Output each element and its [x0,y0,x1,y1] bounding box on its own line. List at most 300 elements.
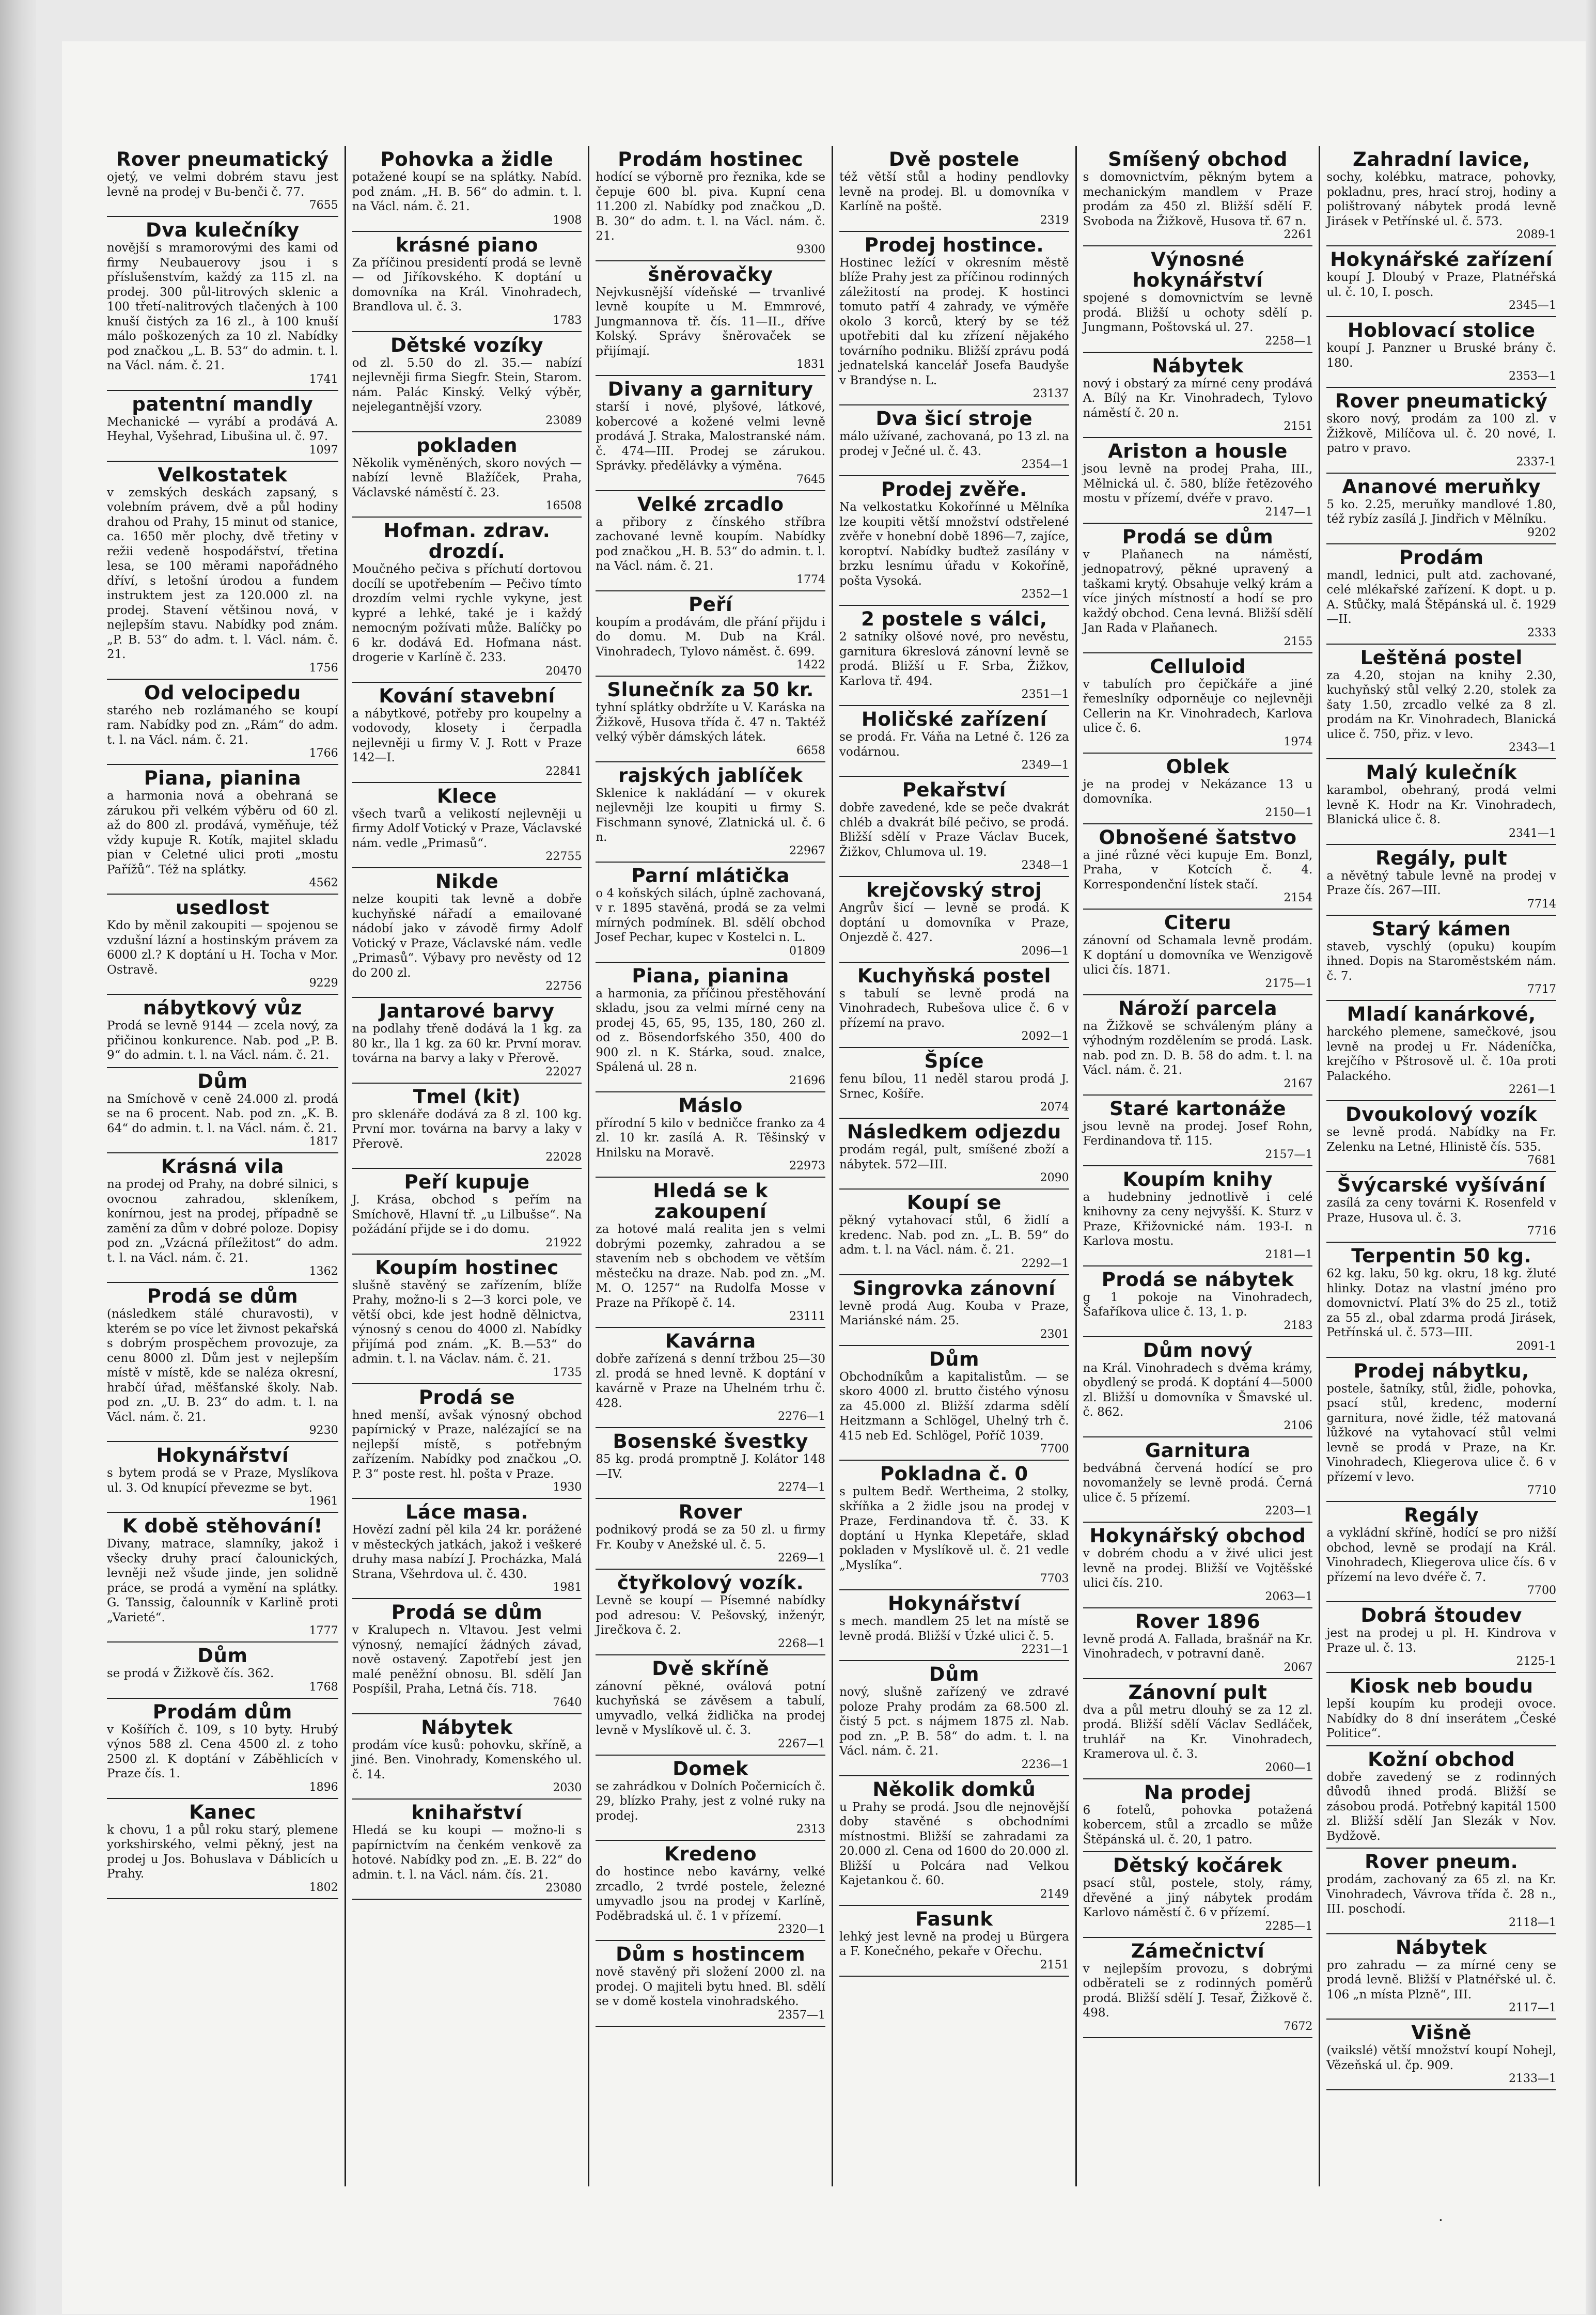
ad-text: též větší stůl a hodiny pendlovky levně na prodej. Bl. u domovníka v Karlíně na poště. [839,170,1069,213]
ad-heading: Dům [197,1070,248,1092]
ad-heading: Dům [929,1663,979,1685]
ad-heading: Jantarové barvy [379,1000,555,1022]
classified-ad [107,680,338,765]
classified-ad [596,591,825,677]
classified-ad [596,1328,825,1428]
ad-text: přírodní 5 kilo v bedničce franko za 4 zl. 10 kr. zasílá A. R. Těšinský v Hnilsku na Moravě. [596,1116,825,1160]
classified-ad [107,391,338,462]
ad-text: a něvětný tabule levně na prodej v Praze čís. 267—III. [1326,869,1556,897]
ad-text: pěkný vytahovací stůl, 6 židlí a kredenc. Nab. pod zn. „L. B. 59“ do adm. t. l. na Václ. nám. č. 21. [839,1214,1069,1257]
ad-number: 1777 [309,1624,338,1637]
ad-number: 23111 [789,1310,825,1323]
ad-number: 2348—1 [1021,859,1069,872]
classified-ad [352,1714,582,1800]
classified-ad [107,1513,338,1643]
ad-heading: Nároží parcela [1118,997,1278,1020]
ad-text: postele, šatníky, stůl, židle, pohovka, psací stůl, kredenc, moderní garnitura, nové židle, též matovaná lůžkové na vytahovací stůl velmi levně se prodá v Praze, na Kr. Vinohradech, Kliegerova ulice č. 6 v přízemí v levo. [1326,1382,1556,1484]
ad-text: lehký jest levně na prodej u Bürgera a F. Konečného, pekaře v Ořechu. [839,1930,1069,1958]
ad-text: potažené koupí se na splátky. Nabíd. pod znám. „H. B. 56“ do admin. t. l. na Václ. nám. č. 21. [352,170,582,213]
classified-ad [1326,317,1556,388]
ad-heading: usedlost [175,897,270,919]
ad-heading: Malý kulečník [1366,761,1517,784]
ad-heading: Regály, pult [1375,847,1508,869]
classified-ad [107,895,338,995]
classified-ad [1083,438,1313,524]
classified-ad [1326,544,1556,645]
classified-ad [107,1699,338,1799]
ad-text: koupím a prodávám, dle přání přijdu i do domu. M. Dub na Král. Vinohradech, Tylovo náměst. č. 699. [596,615,825,659]
ad-heading: Velkostatek [158,463,288,486]
ad-number: 2269—1 [777,1552,825,1565]
ad-number: 21922 [545,1236,582,1249]
ad-heading: Zahradní lavice, [1353,148,1530,170]
classified-ad [1326,1746,1556,1849]
ad-heading: Pekařství [902,779,1006,801]
ad-text: u Prahy se prodá. Jsou dle nejnovější doby stavěné s obchodními místnostmi. Bližší se zahradami za 20.000 zl. Cena od 1600 do 20.000 zl. Bližší u Polcára nad Velkou Kajetankou č. 60. [839,1800,1069,1887]
ad-number: 7714 [1527,897,1556,911]
ad-number: 23080 [545,1882,582,1895]
ad-number: 2151 [1040,1958,1069,1972]
classified-ad [839,1906,1069,1977]
classified-ad [107,462,338,680]
ad-number: 2117—1 [1508,2001,1556,2014]
ad-heading: Prodej nábytku, [1353,1359,1529,1382]
ad-heading: Celluloid [1150,655,1246,678]
classified-ad [352,146,582,232]
ad-heading: patentní mandly [132,393,314,415]
ad-text: od zl. 5.50 do zl. 35.— nabízí nejlevněji firma Siegfr. Stein, Starom. nám. Palác Kinský. Velký výběr, nejelegantnější vzory. [352,356,582,414]
classified-ad [596,1941,825,2027]
ad-number: 2261—1 [1508,1083,1556,1096]
ad-heading: Piana, pianina [632,964,789,987]
ad-text: Levně se koupí — Písemné nabídky pod adresou: V. Pešovský, inženýr, Jirečkova č. 2. [596,1594,825,1637]
classified-ad [352,518,582,683]
classified-ad [596,677,825,762]
ad-heading: Špíce [924,1050,984,1072]
ad-text: v Plaňanech na náměstí, jednopatrový, pěkné upravený a taškami krytý. Obsahuje velký krám a více jiných místností a hodí se pro každý obchod. Cena levná. Bližší sdělí Jan Rada v Plaňanech. [1083,548,1313,635]
ad-heading: Krásná vila [161,1155,284,1178]
ad-text: dva a půl metru dlouhý se za 12 zl. prodá. Bližší sdělí Václav Sedláček, truhlář na Kr. Vinohradech, Kramerova ul. č. 3. [1083,1703,1313,1761]
classified-ad [596,1092,825,1178]
ad-number: 2030 [553,1781,582,1794]
classified-ad [839,1048,1069,1119]
ad-text: zánovní od Schamala levně prodám. K doptání u domovníka ve Wenzigově ulici čís. 1871. [1083,934,1313,977]
ad-text: koupí J. Panzner u Bruské brány č. 180. [1326,341,1556,370]
ad-number: 2274—1 [777,1481,825,1494]
ad-text: spojené s domovnictvím se levně prodá. Bližší u ochoty sdělí p. Jungmann, Poštovská ul. 27. [1083,291,1313,334]
classified-ad [839,606,1069,706]
ad-number: 9300 [796,243,825,256]
ad-text: hodící se výborně pro řeznika, kde se čepuje 600 bl. piva. Kupní cena 11.200 zl. Nabídky pod značkou „D. B. 30“ do adm. t. l. na Václ. nám. č. 21. [596,170,825,243]
ad-number: 2091-1 [1516,1339,1556,1353]
classified-ad [1326,1358,1556,1503]
classified-ad [839,1590,1069,1661]
ad-text: Angrův šicí — levně se prodá. K doptání u domovníka v Praze, Onjezdě č. 427. [839,901,1069,944]
ad-text: za hotové malá realita jen s velmi dobrými pozemky, zahradou a se stavením neb s obchodem ve větším městečku na draze. Nab. pod zn. „M. M. O. 1257“ na Rudolfa Mosse v Praze na Příkopě č. 14. [596,1223,825,1310]
classified-ad [839,706,1069,777]
ad-heading: Mladí kanárkové, [1347,1003,1536,1025]
ad-text: do hostince nebo kavárny, velké zrcadlo, 2 tvrdé postele, železné umyvadlo jsou na prodej v Karlíně, Poděbradská ul. č. 1 v přízemí. [596,1865,825,1923]
ad-text: 2 satníky olšové nové, pro nevěstu, garnitura 6kreslová zánovní levně se prodá. Bližší u F. Srba, Žižkov, Karlova tř. 494. [839,630,1069,688]
classified-ad [1326,1934,1556,2020]
ad-number: 1735 [553,1366,582,1379]
classified-ad [1326,1172,1556,1243]
ad-number: 2285—1 [1265,1919,1313,1933]
classified-ad [107,995,338,1068]
ad-heading: Pokladna č. 0 [880,1463,1028,1485]
scan-edge-right [1586,0,1596,2315]
classified-ad [1083,353,1313,439]
ad-number: 22028 [545,1151,582,1164]
ad-heading: Domek [672,1757,749,1780]
ad-number: 2067 [1284,1661,1313,1674]
classified-ad [1326,1502,1556,1602]
ad-number: 2181—1 [1265,1248,1313,1261]
ad-number: 2353—1 [1508,370,1556,383]
ad-text: (následkem stálé churavosti), v kterém se po více let živnost pekařská s dobrým prospěchem provozuje, za cenu 8000 zl. Dům jest v nejlepším místě v místě, kde se naléza okresní, hrabčí úřad, měšťanské školy. Nab. pod zn. „U. B. 23“ do adm. t. l. na Václ. nám. č. 21. [107,1307,338,1424]
ad-number: 2313 [796,1823,825,1836]
classified-ad [1083,1679,1313,1779]
ad-text: sochy, kolébku, matrace, pohovky, pokladnu, pres, hrací stroj, hodiny a polištrovaný nábytek prodá levně Jirásek v Petřínské ul. č. 573. [1326,170,1556,228]
ad-text: lepší koupím ku prodeji ovoce. Nabídky do 8 dní inserátem „České Politice“. [1326,1697,1556,1740]
classified-ad [1326,1673,1556,1746]
ad-number: 2133—1 [1508,2072,1556,2085]
classified-ad [107,1799,338,1899]
ad-text: v dobrém chodu a v živé ulici jest levně na prodej. Bližší ve Vojtěšské ulici čís. 210. [1083,1547,1313,1590]
ad-text: ojetý, ve velmi dobrém stavu jest levně na prodej v Bu-benči č. 77. [107,170,338,199]
ad-number: 2345—1 [1508,299,1556,312]
classified-ad [352,1084,582,1169]
ad-text: tyhní splátky obdržíte u V. Karáska na Žižkově, Husova třída č. 47 n. Taktéž velký výběr dámských látek. [596,701,825,744]
ad-text: 6 fotelů, pohovka potažená kobercem, stůl a zrcadlo se může Štěpánská ul. č. 20, 1 patro. [1083,1803,1313,1847]
ad-text: pro sklenáře dodává za 8 zl. 100 kg. První mor. továrna na barvy a laky v Přerově. [352,1107,582,1151]
classified-ad [596,1655,825,1756]
ad-number: 1974 [1284,735,1313,748]
classified-ad [1326,146,1556,246]
ad-number: 1930 [553,1481,582,1494]
ad-text: na Žižkově se schváleným plány a výhodným rozdělením se prodá. Lask. nab. pod zn. D. B. 58 do adm. t. l. na Václ. nám. č. 21. [1083,1019,1313,1077]
ad-heading: krásné piano [395,233,539,256]
ad-heading: Hokynářství [156,1444,289,1466]
ad-heading: Kiosk neb boudu [1349,1675,1534,1697]
ad-number: 7700 [1527,1584,1556,1597]
classified-ad [1083,1437,1313,1523]
ad-number: 2063—1 [1265,1590,1313,1603]
ad-number: 1422 [796,659,825,671]
ad-number: 23137 [1032,387,1069,400]
ad-number: 22027 [545,1065,582,1078]
ad-number: 2203—1 [1265,1505,1313,1518]
ad-heading: Klece [437,785,497,807]
classified-ad [352,332,582,432]
ad-number: 2154 [1284,891,1313,904]
ad-heading: Pohovka a židle [380,148,554,170]
ad-number: 7716 [1527,1225,1556,1238]
ad-text: nově stavěný při složení 2000 zl. na prodej. O majiteli bytu hned. Bl. sdělí se v domě kostela vinohradského. [596,1965,825,2008]
classified-ad [1083,1266,1313,1337]
ad-number: 1774 [796,573,825,586]
ad-heading: Dětský kočárek [1113,1854,1282,1876]
ad-heading: Nábytek [421,1716,513,1739]
ad-number: 1766 [309,747,338,760]
classified-ad [1326,759,1556,845]
ad-heading: Nikde [435,870,499,893]
ad-text: s domovnictvím, pěkným bytem a mechanickým mandlem v Praze prodám za 450 zl. Bližší sdělí F. Svoboda na Žižkově, Husova tř. 67 n. [1083,170,1313,228]
classified-ad [596,1428,825,1499]
ad-number: 2337-1 [1516,455,1556,468]
ad-number: 21696 [789,1074,825,1087]
classified-ad [596,762,825,863]
ad-heading: Výnosné hokynářství [1132,248,1263,291]
classified-ad [1326,1001,1556,1101]
ad-text: prodám více kusů: pohovku, skříně, a jiné. Ben. Vinohrady, Komenského ul. č. 14. [352,1738,582,1781]
ad-heading: Prodá se dům [1122,525,1274,548]
classified-ad [1083,1337,1313,1437]
classified-ad [352,1499,582,1599]
classified-ad [1083,1852,1313,1938]
ad-text: s tabulí se levně prodá na Vinohradech, Rubešova ulice č. 6 v přízemí na pravo. [839,987,1069,1030]
ad-number: 2333 [1527,626,1556,639]
ad-heading: Prodá se [418,1386,515,1409]
ad-number: 7681 [1527,1154,1556,1167]
ad-text: Divany, matrace, slamníky, jakož i všecky druhy prací čalounických, levněji než všude jinde, jen solidně práce, se prodá a vymění na splátky. G. Tanssig, čalounník v Karlině proti „Varieté“. [107,1537,338,1624]
ad-text: je na prodej v Nekázance 13 u domovníka. [1083,777,1313,806]
classified-ad [839,1346,1069,1461]
ad-heading: Dvě skříně [652,1657,770,1680]
ad-heading: Kování stavební [379,684,555,707]
classified-ad [1326,916,1556,1002]
ad-text: v nejlepším provozu, s dobrými odběrateli se z rodinných poměrů prodá. Bližší sdělí J. Tesař, Žižkově č. 498. [1083,1962,1313,2020]
ad-number: 7703 [1040,1572,1069,1585]
ad-heading: Láce masa. [405,1501,528,1523]
ad-heading: Dva šicí stroje [875,408,1033,430]
ad-heading: Citeru [1164,912,1232,934]
ad-number: 2231—1 [1021,1643,1069,1656]
ad-text: levně prodá A. Fallada, brašnář na Kr. Vinohradech, v potravní daně. [1083,1632,1313,1661]
classified-ad [1326,1243,1556,1358]
ad-number: 2151 [1284,420,1313,433]
ad-number: 2183 [1284,1319,1313,1332]
classified-ad [596,863,825,963]
classified-ad [596,1756,825,1841]
ad-text: prodám, zachovaný za 65 zl. na Kr. Vinohradech, Vávrova třída č. 28 n., III. poschodí. [1326,1873,1556,1916]
classified-ad [839,1119,1069,1190]
ad-number: 2343—1 [1508,741,1556,754]
ad-heading: Divany a garnitury [607,378,813,400]
ad-text: se prodá v Žižkově čís. 362. [107,1667,274,1680]
ad-heading: Kredeno [664,1843,757,1865]
ad-heading: Višně [1411,2022,1472,2044]
ad-number: 2060—1 [1265,1761,1313,1774]
ad-text: s mech. mandlem 25 let na místě se levně prodá. Bližší v Úzké ulici č. 5. [839,1615,1069,1643]
ad-heading: nábytkový vůz [143,997,302,1019]
ad-column-4 [832,146,1075,2186]
ad-heading: Zánovní pult [1128,1681,1268,1703]
classified-ad [107,1442,338,1513]
ad-text: J. Krása, obchod s peřím na Smíchově, Hlavní tř. „u Lilbušse“. Na požádání přijde se i do domu. [352,1193,582,1236]
ad-text: Hostinec ležící v okresním městě blíže Prahy jest za příčinou rodinných záležitostí na prodej. K hostinci tomuto patří 4 zahrady, ve výměře okolo 3 korců, který by se též upotřebiti dal ku zřízení nějakého továrního podniku. Bližší zprávu podá jednatelská kancelář Josefa Baudyše v Brandýse n. L. [839,256,1069,387]
ad-text: nový i obstarý za mírné ceny prodává A. Bílý na Kr. Vinohradech, Tylovo náměstí č. 20 n. [1083,377,1313,420]
ad-number: 7672 [1284,2020,1313,2033]
classified-ad [352,1599,582,1714]
ad-text: a harmonia nová a obehraná se zárukou při velkém výběru od 60 zl. až do 800 zl. prodává, vyměňuje, též vždy kupuje R. Kotík, majitel skladu pian v Celetné ulici proti „mostu Pařížů“. Též na splátky. [107,789,338,877]
ad-heading: Ariston a housle [1108,440,1288,462]
ad-heading: Nábytek [1152,354,1244,377]
ad-text: v zemských deskách zapsaný, s volebním právem, dvě a půl hodiny drahou od Prahy, 15 minut od stanice, ca. 1650 měr plochy, dvě třetiny v režii vedeně hospodářství, třetina lesa, se 100 měrami napořádného dříví, s letošní úrodou a fundem instruktem jest za 120.000 zl. na prodej. Stavení většinou nová, v nejlepším stavu. Nabídky pod znám. „P. B. 53“ do adm. t. l. Václ. nám. č. 21. [107,486,338,661]
ad-text: Moučného pečiva s příchutí dortovou docílí se upotřebením — Pečivo tímto drozdím velmi rychle vykyne, jest kypré a lehké, také je i každý nemocným požívati může. Balíčky po 6 kr. dodává Ed. Hofmana nást. drogerie v Karlíně č. 233. [352,562,582,664]
classified-ad [839,777,1069,877]
ad-number: 1817 [309,1135,338,1148]
ad-text: za 4.20, stojan na knihy 2.30, kuchyňský stůl velký 2.20, stolek za šaty 1.50, zrcadlo velké za 8 zl. prodám na Kr. Vinohradech, Blanická ulice č. 750, přiz. v levo. [1326,668,1556,741]
ad-heading: Leštěná postel [1360,646,1523,669]
ad-number: 7645 [796,473,825,486]
ad-column-1 [101,146,345,2186]
ad-heading: Máslo [678,1094,743,1117]
ad-heading: Prodej hostince. [864,233,1044,256]
ad-heading: Koupím knihy [1122,1168,1273,1191]
classified-ad [839,1461,1069,1590]
ad-text: prodám regál, pult, smíšené zboží a nábytek. 572—III. [839,1143,1069,1171]
ad-number: 7700 [1040,1443,1069,1456]
classified-ad [1326,246,1556,317]
classified-ad [1326,2020,1556,2090]
ad-number: 22755 [545,850,582,863]
classified-ad [352,1800,582,1900]
ad-number: 22967 [789,844,825,857]
ad-heading: čtyřkolový vozík. [617,1572,804,1594]
classified-ad [596,1570,825,1655]
ad-number: 1756 [309,661,338,675]
ad-text: harckého plemene, samečkové, jsou levně na prodej u Fr. Nádeníčka, krejčího v Pštrosově ul. č. 10a proti Palackého. [1326,1025,1556,1083]
classified-ad [1326,1849,1556,1934]
ad-number: 2276—1 [777,1410,825,1423]
ad-text: g 1 pokoje na Vinohradech, Šafaříkova ulice č. 13, 1. p. [1083,1290,1313,1319]
ad-text: s pultem Bedř. Wertheima, 2 stolky, skříňka a 2 židle jsou na prodej v Praze, Ferdinandova tř. č. 33. K doptání u Hynka Klepetáře, sklad pokladen v Myslíkově ul. č. 21 vedle „Myslíka“. [839,1485,1069,1572]
ad-text: se zahrádkou v Dolních Počernicích č. 29, blízko Prahy, jest z volné ruky na prodej. [596,1779,825,1823]
ad-heading: Prodá se dům [391,1601,543,1623]
ad-column-2 [345,146,588,2186]
ad-number: 9202 [1527,526,1556,539]
ad-text: Za příčinou presidentí prodá se levně — od Jiříkovského. K doptání u domovníka na Král. Vinohradech, Brandlova ul. č. 3. [352,256,582,314]
ad-heading: pokladen [416,434,518,457]
ad-heading: Prodá se dům [147,1285,299,1307]
ad-heading: Kanec [189,1801,256,1823]
classified-ad [596,1178,825,1328]
ad-heading: Fasunk [915,1907,993,1930]
classified-ad [596,1841,825,1941]
ad-text: starého neb rozlámaného se koupí ram. Nabídky pod zn. „Rám“ do adm. t. l. na Václ. nám. č. 21. [107,703,338,747]
ad-number: 1741 [309,372,338,386]
ad-number: 7710 [1527,1484,1556,1497]
ad-number: 2074 [1040,1101,1069,1114]
ad-heading: Zámečnictví [1131,1939,1265,1962]
classified-ad [596,1499,825,1570]
ad-number: 2267—1 [777,1737,825,1750]
ad-heading: Dětské vozíky [390,334,544,356]
ad-heading: Rover pneumatický [116,148,329,170]
ad-heading: krejčovský stroj [866,879,1042,901]
ad-text: všech tvarů a velikostí nejlevněji u firmy Adolf Votický v Praze, Václavské nám. vedle „Primasů“. [352,807,582,850]
ad-heading: Hledá se k zakoupení [653,1180,768,1223]
classified-ad [839,232,1069,406]
ad-text: se prodá. Fr. Váňa na Letné č. 126 za vodárnou. [839,730,1069,759]
ad-text: o 4 koňských silách, úplně zachovaná, v r. 1895 stavěná, prodá se za velmi mírných podmínek. Bl. sdělí obchod Josef Pechar, kupec v Kostelci n. L. [596,886,825,944]
ad-heading: Ananové meruňky [1342,475,1541,498]
ad-text: na Smíchově v ceně 24.000 zl. prodá se na 6 procent. Nab. pod zn. „K. B. 64“ do admin. t. l. na Václ. nám. č. 21. [107,1092,338,1135]
ad-heading: 2 postele s válci, [861,608,1047,630]
ad-heading: Několik domků [872,1778,1036,1801]
ad-text: Hledá se ku koupi — možno-li s papírnictvím na čenkém venkově za hotové. Nabídky pod zn. „E. B. 22“ do admin. t. l. na Václ. nám. čís. 21. [352,1824,582,1882]
ad-text: dobře zařízená s denní tržbou 25—30 zl. prodá se hned levně. K doptání v kavárně v Praze na Uhelném trhu č. 428. [596,1352,825,1410]
classified-ad [1083,995,1313,1096]
classified-ad [1083,910,1313,995]
ad-number: 2175—1 [1265,977,1313,990]
ad-number: 1896 [309,1780,338,1794]
classified-ad [596,963,825,1092]
ad-number: 2320—1 [777,1923,825,1936]
ad-heading: Peří kupuje [404,1171,530,1193]
ad-text: Mechanické — vyrábí a prodává A. Heyhal, Vyšehrad, Libušina ul. č. 97. [107,415,338,443]
ad-text: a nábytkové, potřeby pro koupelny a vodovody, klosety i čerpadla nejlevněji u firmy V. J. Rott v Praze 142—I. [352,707,582,764]
ad-text: a hudebniny jednotlivě i celé knihovny za ceny nejvyšší. K. Sturz v Praze, Křižovnické nám. 193-I. n Karlova mostu. [1083,1190,1313,1248]
ad-number: 2150—1 [1265,806,1313,819]
classified-ad [1083,1938,1313,2038]
ad-text: nelze koupiti tak levně a dobře kuchyňské nářadí a emailované nádobí jako v závodě firmy Adolf Votický v Praze, Václavské nám. vedle „Primasů“. Výbavy pro nevěsty od 12 do 200 zl. [352,893,582,980]
ad-number: 2261 [1284,228,1313,241]
ad-number: 2351—1 [1021,688,1069,701]
ad-text: Kdo by měnil zakoupiti — spojenou se vzdušní lázní a hostinským právem za 6000 zl.? K doptání u H. Tocha v Mor. Ostravě. [107,919,338,977]
classified-ad [1326,1101,1556,1172]
classified-ads-page [101,146,1562,2186]
ad-number: 1768 [309,1680,338,1694]
ad-text: Hovězí zadní pěl kila 24 kr. porážené v městeckých jatkách, jakož i veškeré druhy masa nabízí J. Procházka, Malá Strana, Všehrdova ul. č. 430. [352,1523,582,1581]
ad-text: karambol, obehraný, prodá velmi levně K. Hodr na Kr. Vinohradech, Blanická ulice č. 8. [1326,784,1556,826]
ad-text: starší i nové, plyšové, látkové, kobercové a kožené velmi levně prodává J. Straka, Malostranské nám. č. 474—III. Prodej se zárukou. Správky. předělávky a výměna. [596,400,825,473]
ad-heading: Smíšený obchod [1108,148,1288,170]
classified-ad [1326,845,1556,916]
ad-number: 1362 [309,1265,338,1278]
ad-number: 2319 [1040,213,1069,227]
classified-ad [1083,1608,1313,1679]
ad-text: v tabulích pro čepičkáře a jiné řemeslníky odporněuje co nejlevněji Cellerin na Kr. Vinohradech, Karlova ulice č. 6. [1083,677,1313,735]
ad-text: jsou levně na prodej Praha, III., Mělnická ul. č. 580, blíže řetězového mostu v přízemí, dvéře v pravo. [1083,462,1313,505]
ad-text: na podlahy třeně dodává la 1 kg. za 80 kr., lla 1 kg. za 60 kr. První morav. továrna na barvy a laky v Přerově. [352,1022,582,1065]
ad-text: dobře zavedený se z rodinných důvodů ihned prodá. Bližší se zásobou prodá. Potřebný kapitál 1500 zl. Bližší sdělí Jan Slezák v Nov. Bydžově. [1326,1770,1556,1843]
classified-ad [839,146,1069,232]
ad-number: 22841 [545,764,582,778]
ad-heading: Regály [1404,1504,1479,1526]
ad-heading: Kuchyňská postel [857,964,1051,987]
ad-text: Prodá se levně 9144 — zcela nový, za přičinou konkurence. Nab. pod „P. B. 9“ do admin. t. l. na Václ. nám. č. 21. [107,1019,338,1062]
classified-ad [352,1169,582,1255]
ad-heading: Singrovka zánovní [853,1277,1056,1300]
ad-heading: Dům s hostincem [616,1943,806,1965]
ad-text: jest na prodej u pl. H. Kindrova v Praze ul. č. 13. [1326,1626,1556,1655]
ad-text: slušně stavěný se zařízením, blíže Prahy, možno-li s 2—3 korci pole, ve větší obci, kde jest hodně dělnictva, výnosný s cenou do 4000 zl. Nabídky přijímá pod znám. „K. B.—53“ do admin. t. l. na Václav. nám. č. 21. [352,1278,582,1366]
ad-number: 2258—1 [1265,334,1313,348]
ad-heading: Dvoukolový vozík [1345,1103,1538,1125]
ad-heading: Parní mlátička [631,864,790,887]
ad-number: 2354—1 [1021,458,1069,471]
scan-edge-left [0,0,36,2315]
ad-text: 5 ko. 2.25, meruňky mandlové 1.80, též rybíz zasílá J. Jindřich v Mělníku. [1326,497,1556,526]
ad-heading: Hokynářství [887,1592,1021,1615]
classified-ad [1083,653,1313,754]
ad-heading: šněrovačky [648,263,773,286]
classified-ad [1326,388,1556,474]
ad-number: 2096—1 [1021,944,1069,958]
ad-number: 01809 [789,944,825,958]
